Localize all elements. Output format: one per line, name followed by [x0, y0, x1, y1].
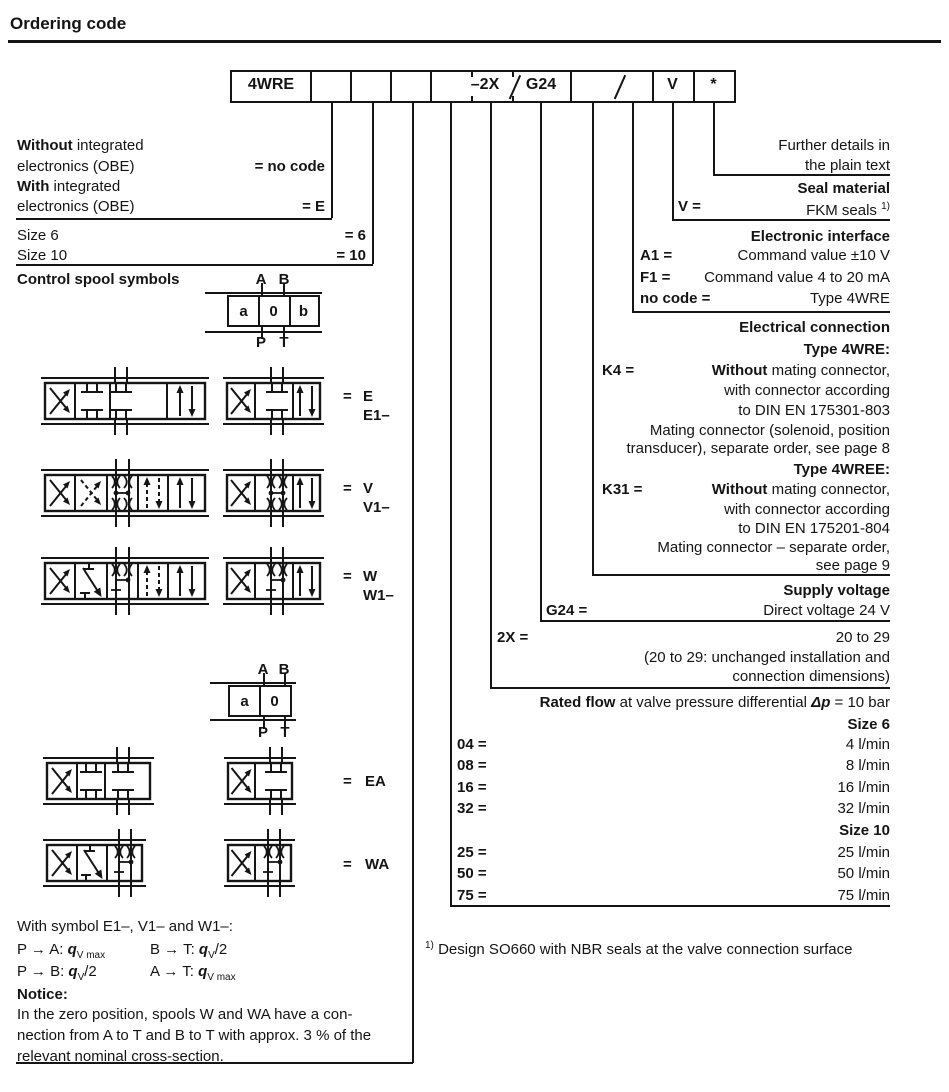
box2-label-a: A [257, 661, 269, 678]
footnote: $^{1)}$ Design SO660 with NBR seals at the valve connection surface [425, 940, 853, 958]
obe-line3: With integrated [17, 178, 121, 195]
electrical-k31-line1: Without mating connector, [711, 481, 890, 498]
box1-cell-a: a [239, 303, 248, 320]
electrical-code-k31: K31 = [602, 481, 643, 498]
title-rule [8, 40, 941, 43]
flow-desc-04: 4 l/min [845, 736, 890, 753]
electrical-heading: Electrical connection [739, 319, 890, 336]
notice-heading: Notice: [17, 986, 68, 1003]
further-details-line2: the plain text [804, 157, 890, 174]
connector-further [713, 102, 715, 174]
rule-flow [450, 905, 890, 907]
code-cell-seal: V [667, 76, 678, 93]
flow-code-08: 08 = [457, 757, 487, 774]
box2-label-b: B [278, 661, 290, 678]
notice-line1: In the zero position, spools W and WA have a con- [17, 1006, 353, 1023]
symbol-label-e-eq: = [343, 388, 352, 405]
seal-desc: FKM seals $^{1)}$ [806, 201, 890, 219]
size6-code: = 6 [344, 227, 366, 244]
symbol-label-ea-eq: = [343, 773, 352, 790]
electrical-code-k4: K4 = [602, 362, 635, 379]
connector-series [490, 102, 492, 688]
series-line3: connection dimensions) [732, 668, 890, 685]
spool-symbol-wa-left [42, 829, 147, 897]
connector-seal [672, 102, 674, 220]
rule-interface [632, 311, 890, 313]
symbol-label-wa-eq: = [343, 856, 352, 873]
supply-desc: Direct voltage 24 V [763, 602, 890, 619]
electrical-k4-line3: to DIN EN 175301-803 [738, 402, 890, 419]
electrical-sub2: Type 4WREE: [793, 461, 890, 478]
electrical-k4-line1: Without mating connector, [711, 362, 890, 379]
interface-heading: Electronic interface [750, 228, 890, 245]
notes-flow2a: P → B: $q_V/2$ [17, 963, 97, 983]
box1-label-p: P [255, 334, 266, 351]
electrical-k4-line2: with connector according [724, 382, 890, 399]
box1-label-a: A [255, 271, 267, 288]
code-cell-star: * [710, 76, 717, 93]
flow-code-50: 50 = [457, 865, 487, 882]
size10-code: = 10 [336, 247, 366, 264]
flow-desc-16: 16 l/min [837, 779, 890, 796]
seal-code: V = [678, 198, 701, 215]
code-cell-model: 4WRE [247, 76, 295, 93]
symbol-label-ea: EA [365, 773, 386, 790]
flow-size10-heading: Size 10 [839, 822, 890, 839]
flow-code-75: 75 = [457, 887, 487, 904]
notes-flow1b: B → T: $q_V/2$ [150, 941, 228, 961]
flow-desc-25: 25 l/min [837, 844, 890, 861]
series-line2: (20 to 29: unchanged installation and [643, 649, 890, 666]
box1-cell-0: 0 [269, 303, 278, 320]
box1-label-t: T [279, 334, 289, 351]
electrical-k31-line3: to DIN EN 175201-804 [738, 520, 890, 537]
notes-line1: With symbol E1–, V1– and W1–: [17, 918, 233, 935]
interface-code-nocode: no code = [640, 290, 711, 307]
interface-desc-f1: Command value 4 to 20 mA [704, 269, 890, 286]
spool-symbol-w-right [222, 547, 325, 615]
interface-desc-nocode: Type 4WRE [809, 290, 890, 307]
flow-code-04: 04 = [457, 736, 487, 753]
symbol-label-e: E E1– [363, 388, 390, 424]
rule-voltage [540, 620, 890, 622]
spool-symbol-v-right [222, 459, 325, 527]
spool-heading: Control spool symbols [17, 271, 180, 288]
ordering-code-boxes [230, 70, 736, 103]
interface-code-a1: A1 = [640, 247, 673, 264]
flow-desc-08: 8 l/min [845, 757, 890, 774]
electrical-k31-line5: see page 9 [815, 557, 890, 574]
spool-symbol-v-left [40, 459, 210, 527]
size10-label: Size 10 [17, 247, 68, 264]
flow-desc-75: 75 l/min [837, 887, 890, 904]
box2-label-p: P [257, 724, 268, 741]
obe-line4: electronics (OBE) [17, 198, 135, 215]
seal-heading: Seal material [797, 180, 890, 197]
rule-obe [16, 218, 332, 220]
notice-line3: relevant nominal cross-section. [17, 1048, 224, 1065]
electrical-k31-line4: Mating connector – separate order, [657, 539, 890, 556]
connector-flow [450, 102, 452, 906]
flow-desc-50: 50 l/min [837, 865, 890, 882]
supply-code: G24 = [546, 602, 588, 619]
symbol-label-v: V V1– [363, 480, 390, 516]
supply-heading: Supply voltage [783, 582, 890, 599]
further-details-line1: Further details in [778, 137, 890, 154]
flow-code-16: 16 = [457, 779, 487, 796]
flow-desc-32: 32 l/min [837, 800, 890, 817]
box1-top-rail [205, 292, 322, 294]
symbol-label-w: W W1– [363, 568, 394, 604]
size6-label: Size 6 [17, 227, 59, 244]
obe-line1: Without integrated [17, 137, 144, 154]
flow-heading: Rated flow at valve pressure differential Δp = 10 bar [539, 694, 890, 711]
symbol-label-w-eq: = [343, 568, 352, 585]
obe-code-nocode: = no code [254, 158, 325, 175]
series-code: 2X = [497, 629, 529, 646]
box2-label-t: T [280, 724, 290, 741]
spool-symbol-ea-left [42, 747, 155, 815]
connector-electrical [592, 102, 594, 574]
spool-symbol-ea-right [223, 747, 297, 815]
connector-size [372, 102, 374, 264]
spool-symbol-e-right [222, 367, 325, 435]
notes-flow2b: A → T: $q_{V max}$ [150, 963, 236, 983]
symbol-label-wa: WA [365, 856, 390, 873]
code-slash-2 [614, 75, 626, 99]
box2-cell-0: 0 [270, 693, 279, 710]
notes-flow1a: P → A: $q_{V max}$ [17, 941, 106, 961]
notice-line2: nection from A to T and B to T with approx. 3 % of the [17, 1027, 372, 1044]
electrical-k4-line5: transducer), separate order, see page 8 [626, 440, 890, 457]
rule-series [490, 687, 890, 689]
electrical-k4-line4: Mating connector (solenoid, position [649, 422, 890, 439]
code-cell-series: –2X [470, 76, 500, 93]
connector-voltage [540, 102, 542, 621]
box1-cell-b: b [298, 303, 309, 320]
page-title: Ordering code [10, 14, 127, 33]
code-cell-voltage: G24 [525, 76, 557, 93]
flow-size6-heading: Size 6 [847, 716, 890, 733]
connector-obe [331, 102, 333, 218]
symbol-label-v-eq: = [343, 480, 352, 497]
interface-desc-a1: Command value ±10 V [737, 247, 890, 264]
connector-interface [632, 102, 634, 311]
electrical-k31-line2: with connector according [724, 501, 890, 518]
box2-cell-a: a [240, 693, 249, 710]
obe-line2: electronics (OBE) [17, 158, 135, 175]
obe-code-e: = E [302, 198, 325, 215]
spool-symbol-e-left [40, 367, 210, 435]
interface-code-f1: F1 = [640, 269, 671, 286]
spool-symbol-wa-right [223, 829, 296, 897]
box1-label-b: B [278, 271, 290, 288]
spool-symbol-w-left [40, 547, 210, 615]
flow-code-25: 25 = [457, 844, 487, 861]
connector-spool [412, 102, 414, 1063]
flow-code-32: 32 = [457, 800, 487, 817]
position-box-1 [227, 295, 320, 327]
electrical-sub1: Type 4WRE: [803, 341, 890, 358]
position-box-2 [228, 685, 292, 717]
series-line1: 20 to 29 [835, 629, 890, 646]
